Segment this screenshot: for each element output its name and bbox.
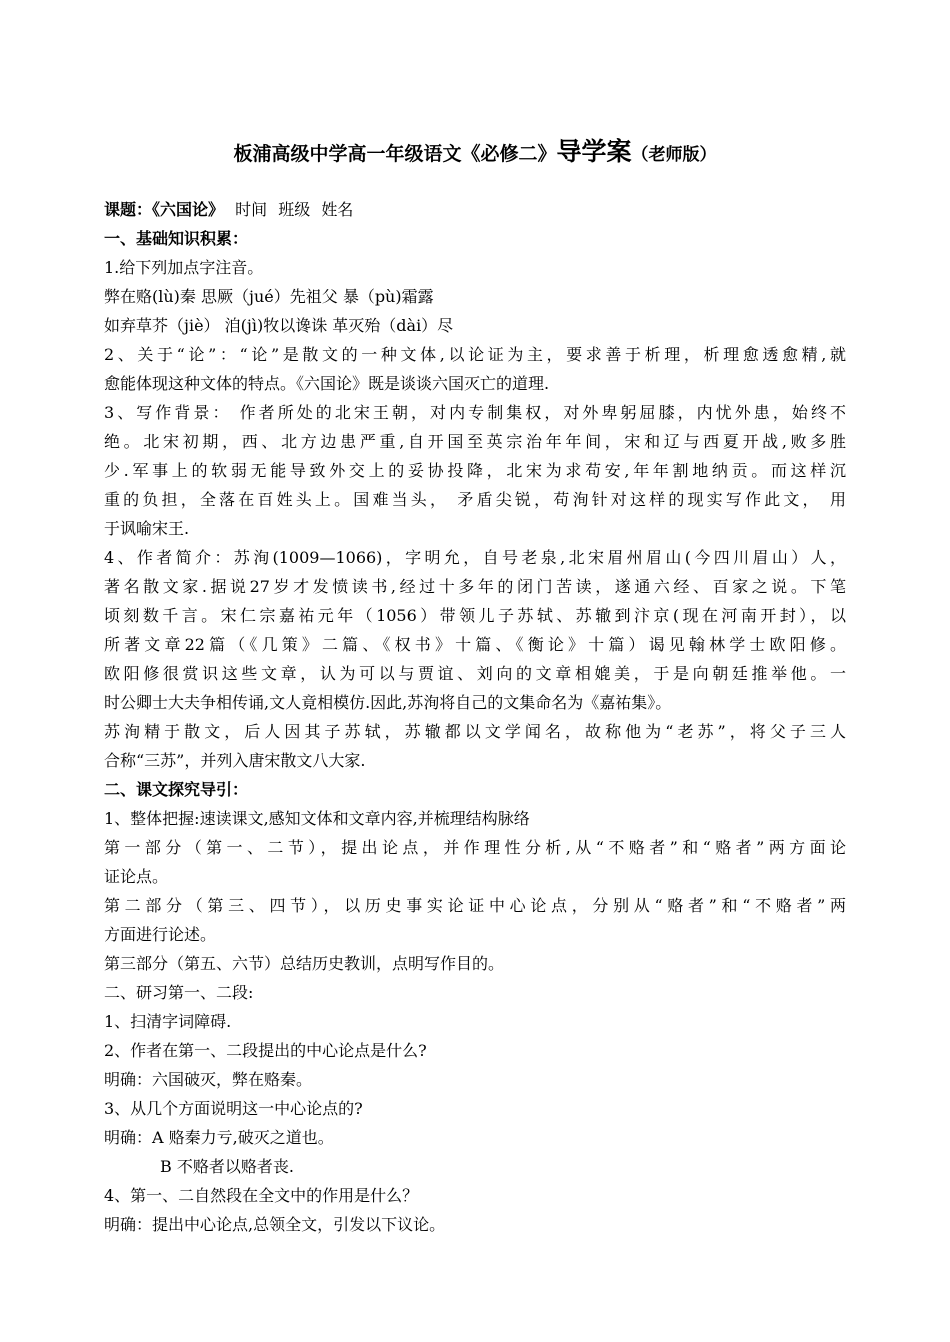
study-answer: 明确：提出中心论点,总领全文，引发以下议论。 xyxy=(104,1215,446,1234)
pinyin-line-1: 弊在赂(lù)秦 思厥（jué）先祖父 暴（pù)霜露 xyxy=(104,287,434,306)
study-item: 2、作者在第一、二段提出的中心论点是什么? xyxy=(104,1041,427,1060)
question-4-line: 合称“三苏”，并列入唐宋散文八大家. xyxy=(104,751,366,770)
overview-task: 1、整体把握:速读课文,感知文体和文章内容,并梳理结构脉络 xyxy=(104,809,530,828)
header-line xyxy=(104,195,846,224)
study-answer: B 不赂者以赂者丧. xyxy=(160,1157,294,1176)
question-4-line: 苏洵精于散文，后人因其子苏轼，苏辙都以文学闻名，故称他为“老苏”，将父子三人 xyxy=(104,722,846,741)
part-2-line: 方面进行论述。 xyxy=(104,925,217,944)
title-edition: （老师版） xyxy=(631,145,717,165)
question-3-line: 3、写作背景： 作者所处的北宋王朝，对内专制集权，对外卑躬屈膝，内忧外患，始终不 xyxy=(104,403,846,422)
part-3-line: 第三部分（第五、六节）总结历史教训，点明写作目的。 xyxy=(104,954,505,973)
question-1: 1.给下列加点字注音。 xyxy=(104,258,264,277)
document-title xyxy=(0,132,950,168)
study-answer: 明确：A 赂秦力亏,破灭之道也。 xyxy=(104,1128,334,1147)
question-4-line: 顷刻数千言。宋仁宗嘉祐元年（1056）带领儿子苏轼、苏辙到汴京(现在河南开封），以 xyxy=(104,606,846,625)
question-4-line: 欧阳修很赏识这些文章，认为可以与贾谊、刘向的文章相媲美，于是向朝廷推举他。一 xyxy=(104,664,846,683)
question-3-line: 重的负担，全落在百姓头上。国难当头， 矛盾尖锐，苟洵针对这样的现实写作此文， 用 xyxy=(104,490,846,509)
study-item: 3、从几个方面说明这一中心论点的? xyxy=(104,1099,363,1118)
pinyin-line-2: 如弃草芥（jiè） 洎(jì)牧以谗诛 革灭殆（dài）尽 xyxy=(104,316,454,335)
study-item: 4、第一、二自然段在全文中的作用是什么？ xyxy=(104,1186,419,1205)
topic-label: 课题：《六国论》 xyxy=(104,200,225,219)
study-answer: 明确：六国破灭，弊在赂秦。 xyxy=(104,1070,313,1089)
class-label: 班级 xyxy=(278,200,311,219)
section1-heading: 一、基础知识积累： xyxy=(104,229,249,248)
question-3-line: 少.军事上的软弱无能导致外交上的妥协投降，北宋为求苟安,年年割地纳贡。而这样沉 xyxy=(104,461,846,480)
time-label: 时间 xyxy=(235,200,268,219)
question-4-line: 时公卿士大夫争相传诵,文人竟相模仿.因此,苏洵将自己的文集命名为《嘉祐集》。 xyxy=(104,693,672,712)
study-item: 1、扫清字词障碍. xyxy=(104,1012,232,1031)
document-body xyxy=(104,195,846,1239)
question-4-line: 4、作者简介：苏洵(1009—1066)，字明允，自号老泉,北宋眉州眉山(今四川眉山）人， xyxy=(104,548,846,567)
title-guide: 导学案 xyxy=(556,137,632,166)
part-1-line: 第一部分（第一、二节），提出论点，并作理性分析,从“不赂者”和“赂者”两方面论 xyxy=(104,838,846,857)
part-1-line: 证论点。 xyxy=(104,867,169,886)
question-2-line: 愈能体现这种文体的特点。《六国论》既是谈谈六国灭亡的道理. xyxy=(104,374,550,393)
question-3-line: 于讽喻宋王. xyxy=(104,519,190,538)
section3-heading: 二、研习第一、二段: xyxy=(104,983,254,1002)
title-main: 板浦高级中学高一年级语文《必修二》 xyxy=(233,143,557,165)
question-3-line: 绝。北宋初期，西、北方边患严重,自开国至英宗治年年间，宋和辽与西夏开战,败多胜 xyxy=(104,432,846,451)
section2-heading: 二、课文探究导引： xyxy=(104,780,249,799)
name-label: 姓名 xyxy=(321,200,354,219)
question-2-line: 2、关于“论”：“论”是散文的一种文体,以论证为主，要求善于析理，析理愈透愈精,就 xyxy=(104,345,846,364)
question-4-line: 所著文章22篇（《几策》二篇、《权书》十篇、《衡论》十篇）谒见翰林学士欧阳修。 xyxy=(104,635,846,654)
part-2-line: 第二部分（第三、四节），以历史事实论证中心论点，分别从“赂者”和“不赂者”两 xyxy=(104,896,846,915)
question-4-line: 著名散文家.据说27岁才发愤读书,经过十多年的闭门苦读，遂通六经、百家之说。下笔 xyxy=(104,577,846,596)
